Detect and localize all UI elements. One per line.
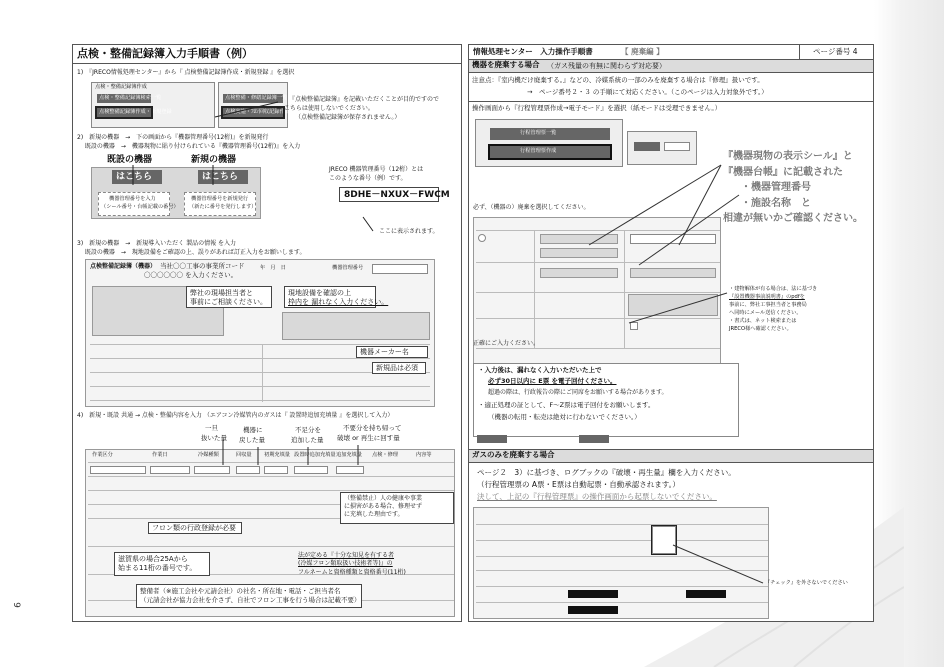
col-header-2: 作業日 xyxy=(152,452,168,458)
step2-line-2: 既設の機器 → 機器現物に貼り付けられている『機器管理番号(12桁)』を入力 xyxy=(77,143,301,150)
section1-subtitle: （ガス残量の有無に関わらず対応要） xyxy=(547,62,666,70)
right-header-page: ページ番号 4 xyxy=(813,47,858,56)
demolition-note-1: ・建物解体が有る場合は、法に基づき xyxy=(729,286,818,292)
law-note-2: (冷媒フロン類取扱い技術者等)』の xyxy=(298,560,393,568)
office-code-note-2: 〇〇〇〇〇〇 を入力ください。 xyxy=(144,271,238,279)
display-note-3: ・機器管理番号 xyxy=(741,182,811,193)
example-intro-1: JRECO 機器管理番号（12桁）とは xyxy=(329,166,424,173)
display-note-4: ・施設名称 と xyxy=(741,197,811,209)
owner-note-1: 弊社の現場担当者と xyxy=(190,289,253,297)
demolition-note-3: 事前に、弊社工事担当者と事務局 xyxy=(729,302,807,309)
menu-logbook-create[interactable]: 行程管理票作成 xyxy=(490,146,610,158)
col-header-3: 冷媒種類 xyxy=(198,452,219,458)
existing-input-text-1: 機器管理番号を入力 xyxy=(109,196,156,202)
section1-instruction: 操作画面から『行程管理票作成→電子モード』を選択（紙モードは受理できません。） xyxy=(472,104,722,112)
right-document-panel xyxy=(468,44,874,622)
bottom-note-1: ・入力後は、漏れなく入力いただいた上で xyxy=(478,366,602,374)
site-note-2: 枠内を 漏れなく入力ください。 xyxy=(288,298,389,307)
bottom-note-4: ・適正処理の証として、F～Z票は電子回付をお願いします。 xyxy=(478,401,655,409)
model-callout: 新規品は必須 xyxy=(372,362,426,374)
fill-correct: 正確にご入力ください。 xyxy=(473,340,540,347)
form-date: 年 月 日 xyxy=(260,265,286,271)
section2-title: ガスのみを廃棄する場合 xyxy=(472,450,555,459)
display-note-5: 相違が無いかご確認ください。 xyxy=(723,213,863,224)
shiga-note-1: 滋賀県の場合25Aから xyxy=(118,555,188,563)
right-header-title: 情報処理センター 入力操作手順書 xyxy=(473,47,593,56)
shown-here: ここに表示されます。 xyxy=(379,228,439,235)
new-issue-text-2: （新たに番号を発行します） xyxy=(189,204,257,210)
new-issue-text-1: 機器管理番号を新規発行 xyxy=(191,196,249,202)
bottom-note-5: （機器の転用・転売は絶対に行わないでください。） xyxy=(488,413,641,421)
check-note: 『チェック』を外さないでください xyxy=(765,580,848,586)
step2-line-1: 2) 新規の機器 → 下の画面から『機器管理番号(12桁)』を新規発行 xyxy=(77,134,269,141)
form-title: 点検整備記録簿（機器） xyxy=(90,263,157,270)
left-arrows xyxy=(73,45,462,622)
label-removed: 抜いた量 xyxy=(201,434,227,442)
reason-note-2: に損害がある場合、修理せず xyxy=(344,503,423,511)
display-note-2: 『機器台帳』に記載された xyxy=(723,166,843,178)
flon-badge: フロン類の行政登録が必要 xyxy=(148,522,242,534)
menu-button-4[interactable]: 点検実施・ﾌﾛﾝ回収記録作成 xyxy=(225,109,290,115)
demolition-note-5: ・書式は、ネット検索または xyxy=(729,318,797,325)
right-header-section: 【 廃棄編 】 xyxy=(621,47,664,56)
reason-note-3: に充填した理由です。 xyxy=(344,511,404,519)
page-number: 9 xyxy=(10,602,21,608)
law-note-3: フルネームと資格種類と資格番号(11桁) xyxy=(298,568,406,576)
step3-line-1: 3) 新規の機器 → 新規導入いただく 製品の情報 を入力 xyxy=(77,240,237,247)
company-note-1: 整備者（※施工会社や元請会社）の社名・所在地・電話・ご担当者名 xyxy=(140,587,341,595)
owner-note-2: 事前にご相談ください。 xyxy=(190,298,267,307)
col-header-4: 回収量 xyxy=(236,452,252,458)
label-take-back: 不要分を持ち帰って xyxy=(343,424,402,432)
section2-line-2: （行程管理票の A票・E票は自動起票・自動承認されます。） xyxy=(477,480,680,489)
example-code: 8DHE－NXUX－FWCM xyxy=(339,187,439,202)
step3-line-2: 既設の機器 → 現地設備をご確認の上、誤りがあれば訂正入力をお願いします。 xyxy=(77,249,306,256)
section2-line-1: ページ２ 3）に基づき、ログブックの『破壊・再生量』欄を入力ください。 xyxy=(477,468,736,477)
here-existing[interactable]: はこちら xyxy=(112,170,162,184)
col-header-7: 追加充填量 xyxy=(336,452,362,458)
menu-logbook-list[interactable]: 行程管理票一覧 xyxy=(490,128,610,140)
col-header-5: 初期充填量 xyxy=(264,452,290,458)
left-title: 点検・整備記録簿入力手順書（例） xyxy=(77,47,253,60)
section1-note: 注意点：『室内機だけ廃棄する。』などの、冷媒系統の一部のみを廃棄する場合は『修理』扱いです。 xyxy=(472,76,764,84)
office-code-note: 当社〇〇工事の事業所コード xyxy=(160,262,245,270)
col-header-9: 内容等 xyxy=(416,452,432,458)
maker-callout: 機器メーカー名 xyxy=(356,346,428,358)
menu-button-1[interactable]: 点検・整備記録簿検索一覧 xyxy=(99,95,162,101)
new-label: 新規の機器 xyxy=(191,155,237,165)
menu-button-2[interactable]: 点検整備記録簿作成・新規登録 xyxy=(99,109,172,115)
step1-note-2: ← こちらは使用しないでください。 xyxy=(277,105,374,112)
example-intro-2: このような番号（例）です。 xyxy=(329,175,407,182)
step1-note-3: （点検整備記録簿が保存されません。） xyxy=(295,114,401,121)
shiga-note-2: 始まる11桁の番号です。 xyxy=(118,564,197,573)
law-note-1: 法が定める『十分な知見を有する者 xyxy=(298,552,395,559)
existing-label: 既設の機器 xyxy=(107,155,153,165)
col-header-8: 点検・修理 xyxy=(372,452,398,458)
demolition-note-6: JRECO様へ確認ください。 xyxy=(729,326,792,333)
label-returned: 戻した量 xyxy=(239,436,265,444)
existing-input-text-2: （シール番号・台帳記載の番号） xyxy=(101,204,179,210)
step1-note-1: 『点検整備記録簿』を記載いただくことが目的ですので xyxy=(289,96,440,103)
section1-note2: → ページ番号２・３ の手順にて対応ください。（このページは入力対象外です。） xyxy=(527,88,768,96)
display-note-1: 『機器現物の表示シール』と xyxy=(723,151,853,162)
label-once: 一旦 xyxy=(205,424,218,432)
col-header-1: 作業区分 xyxy=(92,452,113,458)
must-select: 必ず、（機器の）廃棄を選択してください。 xyxy=(473,204,590,211)
reason-note-1: （整備禁止）人の健康や事業 xyxy=(344,495,423,502)
label-added: 追加した量 xyxy=(291,436,324,444)
left-document-panel xyxy=(72,44,462,622)
company-note-2: （元請会社が協力会社を介さず、自社でフロン工事を行う場合は記載不要） xyxy=(140,595,361,604)
col-header-6: 設置時追加充填量 xyxy=(294,452,336,458)
label-destroy: 破壊 or 再生に回す量 xyxy=(337,434,400,442)
section2-line-3: 決して、上記の『行程管理票』の操作画面から起票しないでください。 xyxy=(477,492,717,501)
demolition-note-2: 『設置機器事前説明書』のpdfを xyxy=(729,294,805,301)
menu-button-3[interactable]: 点検整備・修繕記録簿一覧 xyxy=(225,95,288,101)
step4-text: 4) 新規・既設 共通 → 点検・整備内容を入力 （エアコン冷媒管内のガスは『 設置時追加充填量 』を選択して入力） xyxy=(77,412,394,419)
mgmt-label: 機器管理番号 xyxy=(332,265,364,271)
right-arrows xyxy=(469,45,874,622)
site-note-1: 現地設備を確認の上 xyxy=(288,289,351,297)
section1-title: 機器を廃棄する場合 xyxy=(472,60,540,69)
step1-text: 1) 『JRECO情報処理センター』から『 点検整備記録簿作成・新規登録 』を選択 xyxy=(77,69,295,76)
bottom-note-2: 必ず30日以内に E票 を電子回付ください。 xyxy=(488,377,617,385)
demolition-note-4: へ同時にメール送信ください。 xyxy=(729,310,802,317)
here-new[interactable]: はこちら xyxy=(198,170,248,184)
menu-header: 点検・整備記録簿作成 xyxy=(95,84,147,90)
label-shortage: 不足分を xyxy=(295,426,321,434)
bottom-note-3: 超過の際は、行政報告の際にご同席をお願いする場合があります。 xyxy=(488,389,668,396)
label-to-device: 機器に xyxy=(243,426,263,434)
